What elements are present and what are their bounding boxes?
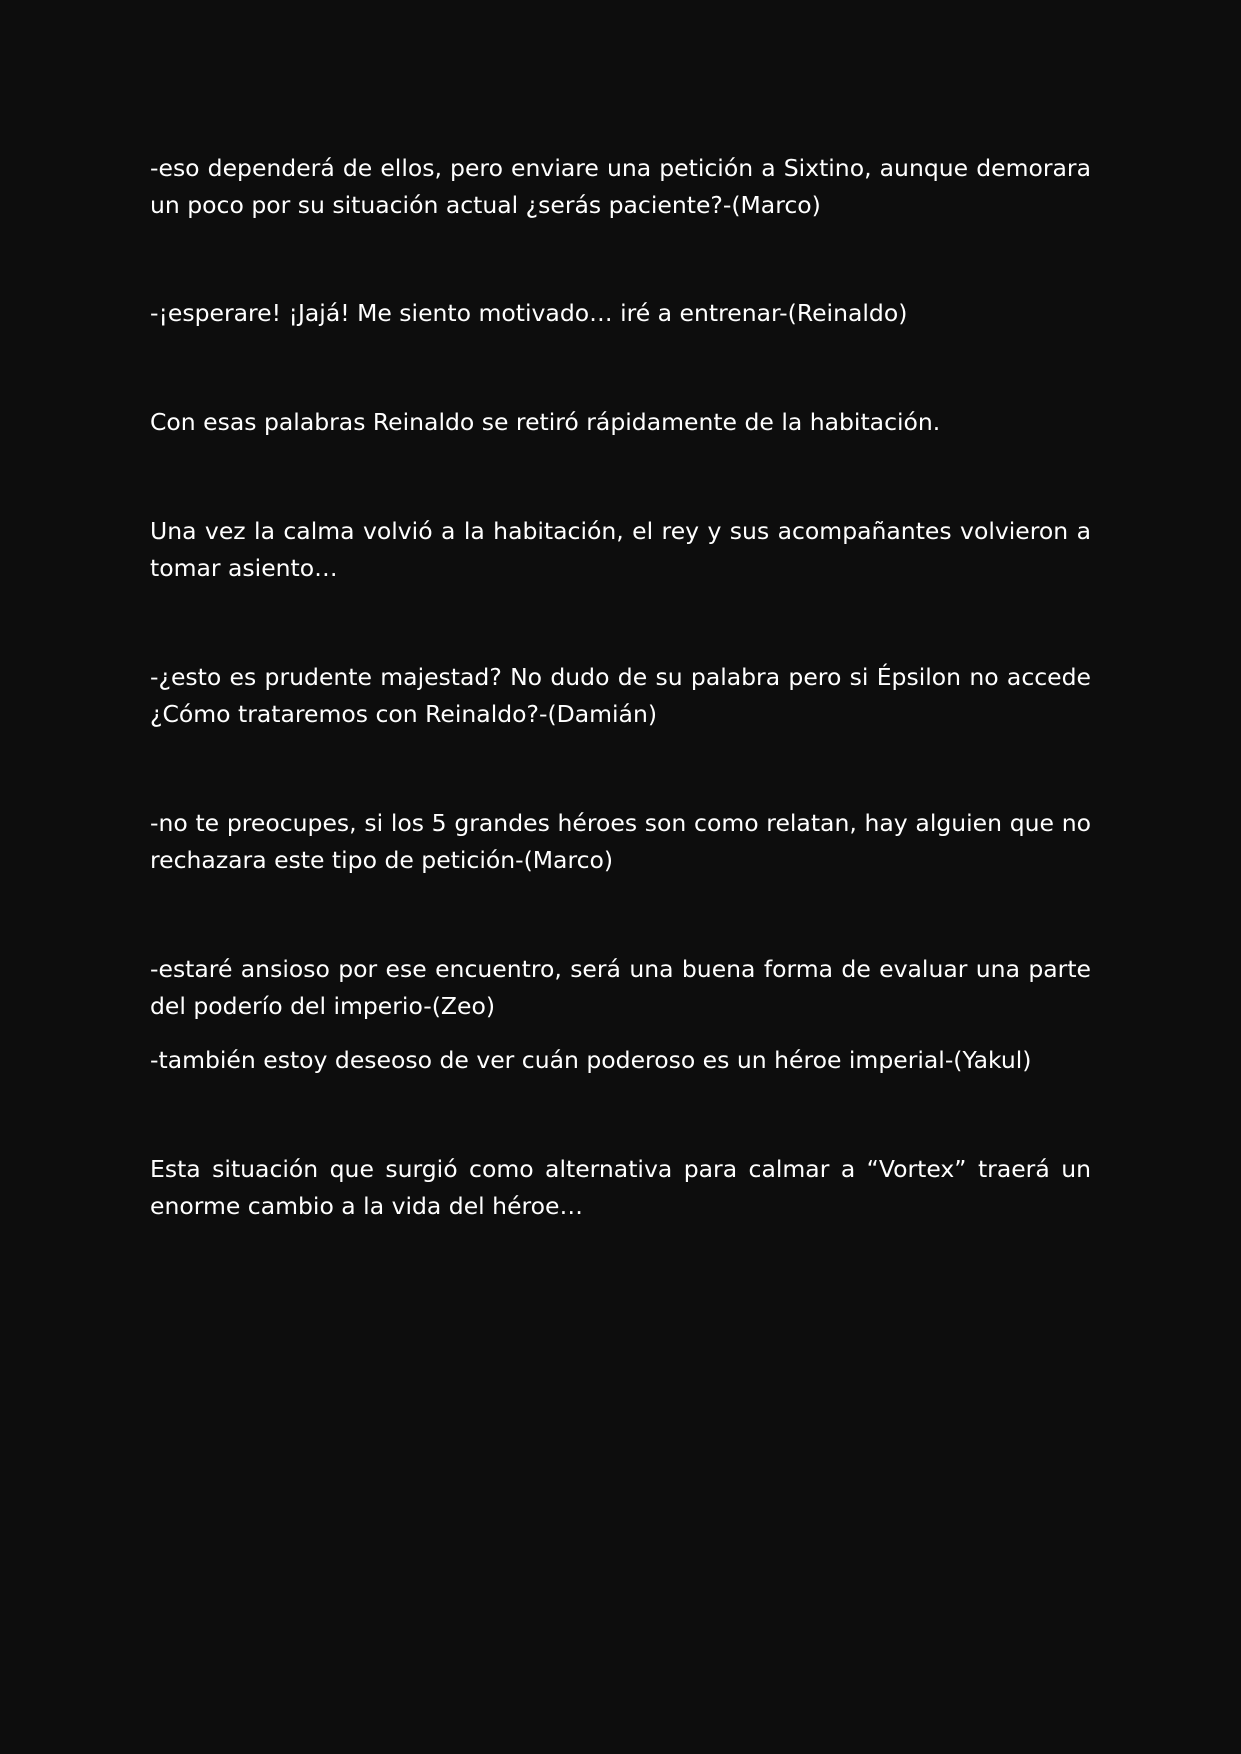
paragraph-narration-3: Esta situación que surgió como alternativa para calmar a “Vortex” traerá un enorme cambio a la vida del héroe… (150, 1155, 1091, 1220)
paragraph-narration-2: Una vez la calma volvió a la habitación, el rey y sus acompañantes volvieron a tomar asiento… (150, 517, 1091, 582)
paragraph-zeo: -estaré ansioso por ese encuentro, será una buena forma de evaluar una parte del poderío del imperio-(Zeo) (150, 955, 1091, 1020)
paragraph-marco-2: -no te preocupes, si los 5 grandes héroes son como relatan, hay alguien que no rechazara este tipo de petición-(Marco) (150, 809, 1091, 874)
paragraph-marco-1: -eso dependerá de ellos, pero enviare una petición a Sixtino, aunque demorara un poco por su situación actual ¿serás paciente?-(Marco) (150, 154, 1091, 219)
paragraph-yakul: -también estoy deseoso de ver cuán poderoso es un héroe imperial-(Yakul) (150, 1046, 1032, 1074)
paragraph-reinaldo: -¡esperare! ¡Jajá! Me siento motivado… iré a entrenar-(Reinaldo) (150, 299, 908, 327)
paragraph-damian: -¿esto es prudente majestad? No dudo de su palabra pero si Épsilon no accede ¿Cómo trataremos con Reinaldo?-(Damián) (150, 663, 1091, 728)
paragraph-narration-1: Con esas palabras Reinaldo se retiró rápidamente de la habitación. (150, 408, 941, 436)
